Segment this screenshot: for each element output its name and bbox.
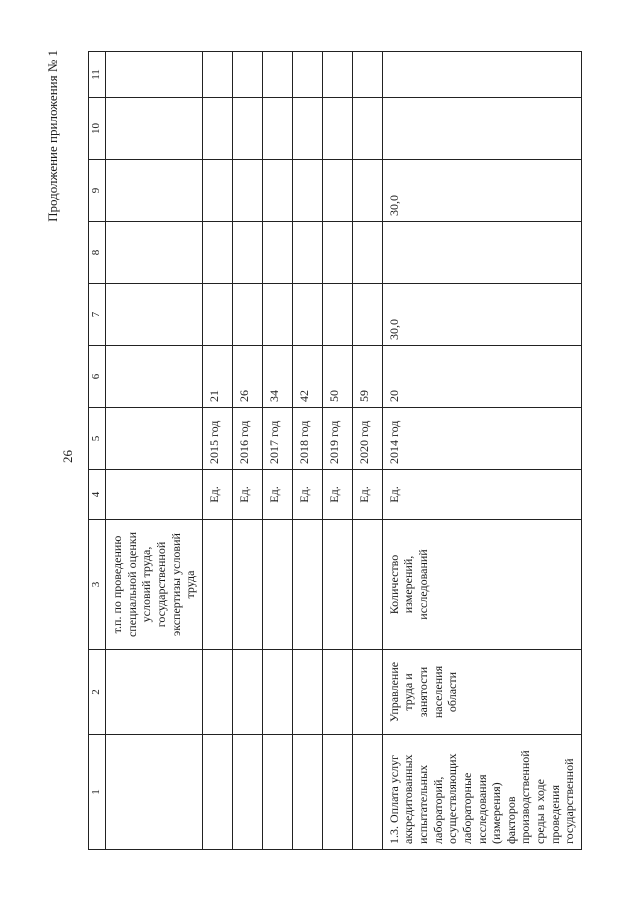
measure-cell [262,735,292,850]
table-row [292,52,322,850]
value-cell-8 [232,222,262,284]
year-cell: 2019 год [322,408,352,470]
column-number-9: 9 [89,160,106,222]
measure-cell [352,735,382,850]
value-cell-10 [322,98,352,160]
value-cell-6: 34 [262,346,292,408]
value-cell-8 [352,222,382,284]
measure-cell [202,735,232,850]
value-cell-10 [106,98,203,160]
value-cell-10 [232,98,262,160]
unit-cell: Ед. [352,470,382,520]
indicator-cell: Количество измерений, исследований [382,520,581,650]
value-cell-6: 26 [232,346,262,408]
value-cell-11 [262,52,292,98]
value-cell-9 [292,160,322,222]
value-cell-10 [352,98,382,160]
value-cell-7 [202,284,232,346]
column-number-row [89,52,106,850]
value-cell-8 [292,222,322,284]
value-cell-8 [202,222,232,284]
value-cell-8 [322,222,352,284]
measure-cell [232,735,262,850]
indicator-cell: т.п. по проведению специальной оценки условий труда, государственной экспертизы условий труда [106,520,203,650]
value-cell-9 [202,160,232,222]
executor-cell [292,650,322,735]
column-number-8: 8 [89,222,106,284]
value-cell-10 [262,98,292,160]
year-cell [106,408,203,470]
column-number-11: 11 [89,52,106,98]
table-row [232,52,262,850]
table-body [89,52,582,850]
year-cell: 2016 год [232,408,262,470]
value-cell-7 [352,284,382,346]
unit-cell: Ед. [262,470,292,520]
executor-cell [202,650,232,735]
value-cell-7 [322,284,352,346]
value-cell-11 [202,52,232,98]
measure-cell [292,735,322,850]
value-cell-6 [106,346,203,408]
table-row [202,52,232,850]
executor-cell [352,650,382,735]
value-cell-11 [352,52,382,98]
year-cell: 2018 год [292,408,322,470]
value-cell-6: 42 [292,346,322,408]
executor-cell [232,650,262,735]
unit-cell: Ед. [322,470,352,520]
column-number-7: 7 [89,284,106,346]
measure-cell [322,735,352,850]
value-cell-11 [232,52,262,98]
value-cell-7 [232,284,262,346]
indicator-cell [292,520,322,650]
value-cell-9: 30,0 [382,160,581,222]
value-cell-11 [106,52,203,98]
value-cell-11 [292,52,322,98]
unit-cell: Ед. [202,470,232,520]
value-cell-9 [322,160,352,222]
year-cell: 2014 год [382,408,581,470]
column-number-10: 10 [89,98,106,160]
value-cell-10 [382,98,581,160]
value-cell-8 [382,222,581,284]
year-cell: 2020 год [352,408,382,470]
continuation-label: Продолжение приложения № 1 [45,50,60,222]
column-number-4: 4 [89,470,106,520]
value-cell-6: 50 [322,346,352,408]
unit-cell: Ед. [232,470,262,520]
column-number-2: 2 [89,650,106,735]
column-number-6: 6 [89,346,106,408]
table-row [106,52,203,850]
value-cell-11 [322,52,352,98]
column-number-1: 1 [89,735,106,850]
value-cell-8 [262,222,292,284]
program-table [88,51,582,850]
measure-cell [106,735,203,850]
value-cell-7 [292,284,322,346]
unit-cell [106,470,203,520]
measure-cell: 1.3. Оплата услуг аккредитованных испытательных лабораторий, осуществляющих лабораторные исследования (измерения) факторов производственной среды в ходе проведения государственной [382,735,581,850]
table-row [352,52,382,850]
unit-cell: Ед. [292,470,322,520]
value-cell-7: 30,0 [382,284,581,346]
indicator-cell [232,520,262,650]
value-cell-7 [106,284,203,346]
executor-cell [106,650,203,735]
page-number: 26 [60,450,75,463]
table-row [262,52,292,850]
executor-cell: Управление труда и занятости населения области [382,650,581,735]
unit-cell: Ед. [382,470,581,520]
indicator-cell [352,520,382,650]
value-cell-10 [292,98,322,160]
indicator-cell [322,520,352,650]
value-cell-6: 21 [202,346,232,408]
value-cell-8 [106,222,203,284]
value-cell-9 [106,160,203,222]
column-number-5: 5 [89,408,106,470]
table-row [322,52,352,850]
value-cell-10 [202,98,232,160]
indicator-cell [202,520,232,650]
value-cell-9 [232,160,262,222]
table-row [382,52,581,850]
value-cell-6: 59 [352,346,382,408]
executor-cell [322,650,352,735]
value-cell-11 [382,52,581,98]
value-cell-6: 20 [382,346,581,408]
year-cell: 2015 год [202,408,232,470]
value-cell-7 [262,284,292,346]
year-cell: 2017 год [262,408,292,470]
column-number-3: 3 [89,520,106,650]
value-cell-9 [352,160,382,222]
value-cell-9 [262,160,292,222]
executor-cell [262,650,292,735]
indicator-cell [262,520,292,650]
